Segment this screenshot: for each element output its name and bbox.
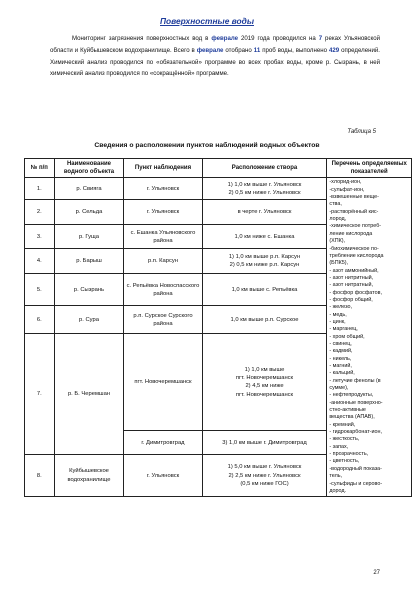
indicator-item: - азот аммонийный, xyxy=(329,267,379,274)
header-point: Пункт наблюдения xyxy=(124,159,202,178)
indicator-item: - кадмий, xyxy=(329,348,353,355)
section-location xyxy=(202,225,327,249)
location-line: 2) 0,5 км ниже г. Ульяновск xyxy=(228,189,301,196)
water-body-name: р. Б. Черемшан xyxy=(54,334,124,455)
indicator-item: (ХПК), xyxy=(329,238,346,245)
indicator-item: -водородный показа- xyxy=(329,465,382,472)
indicator-item: - никель, xyxy=(329,355,352,362)
indicator-item: - гидрокарбонат-ион, xyxy=(329,429,382,436)
indicator-item: - свинец, xyxy=(329,340,352,347)
indicator-item: -хлорид-ион, xyxy=(329,179,362,186)
indicators-list xyxy=(327,178,412,497)
indicator-item: - нефтепродукты, xyxy=(329,392,374,399)
location-line: 1) 1,0 км выше xyxy=(244,366,285,373)
location-line: 2) 0,5 км ниже р.п. Карсун xyxy=(229,262,300,269)
intro-paragraph: Мониторинг загрязнения поверхностных вод в феврале 2019 года проводился на 7 реках Ульяновской области и Куйбышевском водохранилище. Всего в феврале отобрано 11 проб воды, выполнено 429 определений. Химический анализ проводился по «обязательной» программе во всех пробах воды, кроме р. Сызрань, в ней химический анализ проводился по «сокращённой» программе. xyxy=(50,35,380,78)
water-body-name: р. Сельда xyxy=(54,200,124,225)
table-row xyxy=(25,178,412,200)
location-line: 1,0 км ниже с. Ешанка xyxy=(234,233,295,240)
month-highlight: феврале xyxy=(211,35,239,42)
indicator-item: - хром общий, xyxy=(329,333,365,340)
indicator-item: - азот нитратный, xyxy=(329,282,374,289)
location-line: 2) 4,5 км ниже xyxy=(245,383,284,390)
location-line: 2) 2,5 км ниже г. Ульяновск xyxy=(228,472,301,479)
water-body-name: р. Сура xyxy=(54,306,124,334)
indicator-item: - железо, xyxy=(329,304,353,311)
location-line: (0,5 км ниже ГОС) xyxy=(240,480,289,487)
location-line: 1) 5,0 км выше г. Ульяновск xyxy=(227,464,302,471)
indicator-item: ства, xyxy=(329,201,342,208)
indicator-item: - цинк, xyxy=(329,318,346,325)
indicator-item: - фосфор фосфатов, xyxy=(329,289,382,296)
location-line: пгт. Новочеремшанск xyxy=(235,391,294,398)
indicator-item: -сульфат-ион, xyxy=(329,186,365,193)
section-location xyxy=(202,334,327,431)
row-number: 7. xyxy=(25,334,55,455)
indicator-item: вещества (АПАВ), xyxy=(329,414,375,421)
observation-point: г. Ульяновск xyxy=(124,178,202,200)
indicator-item: - кальций, xyxy=(329,370,355,377)
indicator-item: дород. xyxy=(329,487,347,494)
header-indicators: Перечень определяемых показателей xyxy=(327,159,412,178)
water-body-name: р. Гуща xyxy=(54,225,124,249)
indicator-item: -взвешенные веще- xyxy=(329,194,379,201)
location-line: 3) 1,0 км выше г. Димитровград xyxy=(222,439,307,446)
indicator-item: - кремний, xyxy=(329,421,356,428)
section-location xyxy=(202,200,327,225)
observation-point: пгт. Новочеремшанск xyxy=(124,334,202,431)
observation-point: г. Димитровград xyxy=(124,431,202,455)
row-number: 4. xyxy=(25,249,55,274)
indicator-item: -сульфиды и серово- xyxy=(329,480,383,487)
indicator-item: - цветность, xyxy=(329,458,360,465)
water-body-name: Куйбышевское водохранилище xyxy=(54,455,124,497)
section-location xyxy=(202,455,327,497)
indicator-item: ление кислорода xyxy=(329,230,373,237)
month-highlight-2: феврале xyxy=(196,46,224,54)
location-line: пгт. Новочеремшанск xyxy=(235,375,294,382)
header-name: Наименование водного объекта xyxy=(54,159,124,178)
header-num: № п/п xyxy=(25,159,55,178)
table-header-row xyxy=(25,159,412,178)
indicator-item: - марганец, xyxy=(329,326,358,333)
observation-point: с. Репьёвка Новоспасского района xyxy=(124,274,202,306)
determinations-count: 429 xyxy=(328,46,340,54)
observation-point: р.п. Карсун xyxy=(124,249,202,274)
row-number: 1. xyxy=(25,178,55,200)
stations-table xyxy=(24,158,412,497)
rivers-count: 7 xyxy=(318,35,323,42)
section-title: Поверхностные воды xyxy=(160,16,254,26)
indicator-item: (БПК5), xyxy=(329,260,349,267)
row-number: 6. xyxy=(25,306,55,334)
indicator-item: - медь, xyxy=(329,311,347,318)
observation-point: с. Ешанка Ульяновского района xyxy=(124,225,202,249)
indicator-item: -биохимическое по- xyxy=(329,245,379,252)
indicator-item: -химическое потреб- xyxy=(329,223,382,230)
indicator-item: - жесткость, xyxy=(329,436,360,443)
indicator-item: - прозрачность, xyxy=(329,451,369,458)
section-location xyxy=(202,306,327,334)
section-location xyxy=(202,178,327,200)
samples-count: 11 xyxy=(253,46,261,54)
indicator-item: стно-активные xyxy=(329,407,366,414)
location-line: в черте г. Ульяновск xyxy=(237,209,292,216)
indicator-item: -анионные поверхно- xyxy=(329,399,383,406)
location-line: 1,0 км выше с. Репьёвка xyxy=(231,286,298,293)
table-number: Таблица 5 xyxy=(347,129,376,135)
indicator-item: - фосфор общий, xyxy=(329,296,373,303)
location-line: 1) 1,0 км выше г. Ульяновск xyxy=(227,181,302,188)
row-number: 3. xyxy=(25,225,55,249)
indicator-item: - азот нитритный, xyxy=(329,274,374,281)
water-body-name: р. Барыш xyxy=(54,249,124,274)
water-body-name: р. Свияга xyxy=(54,178,124,200)
header-location: Расположение створа xyxy=(202,159,327,178)
row-number: 2. xyxy=(25,200,55,225)
indicator-item: требление кислорода xyxy=(329,252,384,259)
indicator-item: сумме), xyxy=(329,385,349,392)
observation-point: г. Ульяновск xyxy=(124,455,202,497)
location-line: 1,0 км выше р.п. Сурское xyxy=(230,316,299,323)
section-location xyxy=(202,249,327,274)
water-body-name: р. Сызрань xyxy=(54,274,124,306)
section-location xyxy=(202,431,327,455)
section-location xyxy=(202,274,327,306)
indicator-item: - летучие фенолы (в xyxy=(329,377,381,384)
indicator-item: - магний, xyxy=(329,363,352,369)
row-number: 8. xyxy=(25,455,55,497)
indicator-item: тель, xyxy=(329,473,343,480)
indicator-item: - запах, xyxy=(329,443,349,450)
location-line: 1) 1,0 км выше р.п. Карсун xyxy=(228,254,301,261)
indicator-item: лород, xyxy=(329,216,347,223)
observation-point: г. Ульяновск xyxy=(124,200,202,225)
table-caption: Сведения о расположении пунктов наблюдений водных объектов xyxy=(94,142,320,149)
indicator-item: -растворённый кис- xyxy=(329,208,379,215)
observation-point: р.п. Сурское Сурского района xyxy=(124,306,202,334)
page-number: 27 xyxy=(373,570,380,576)
row-number: 5. xyxy=(25,274,55,306)
